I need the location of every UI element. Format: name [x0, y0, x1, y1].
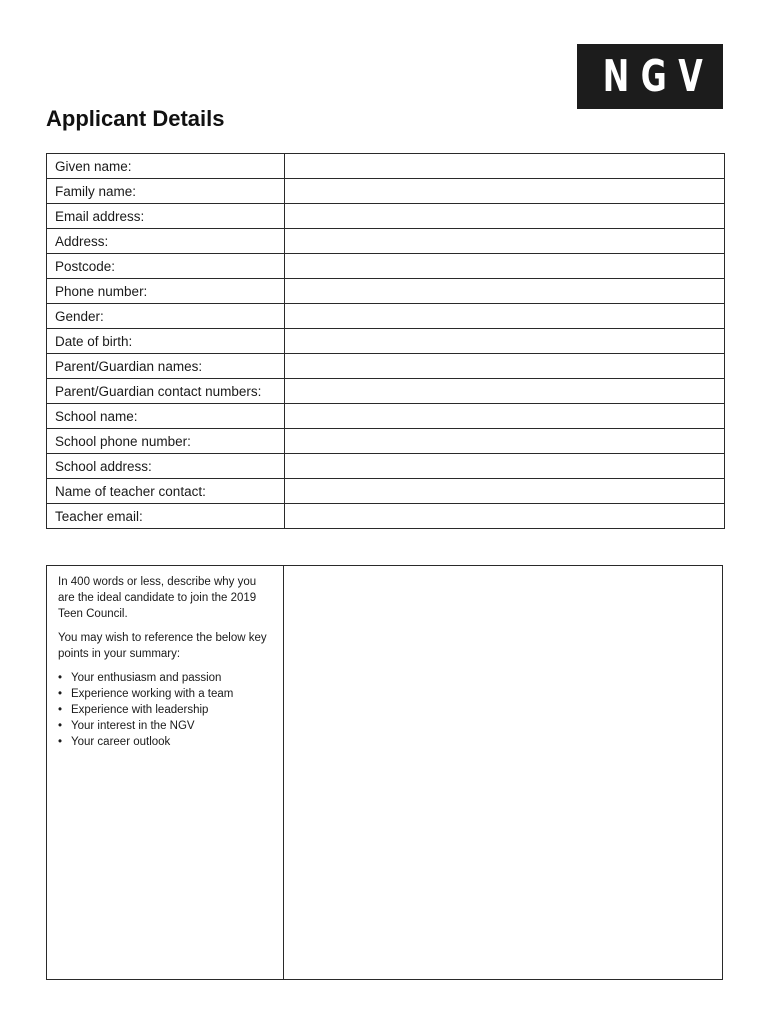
given-name-field[interactable]	[285, 154, 725, 179]
teacher-email-label: Teacher email:	[47, 504, 285, 529]
table-row	[47, 154, 725, 179]
table-row	[47, 379, 725, 404]
table-row	[47, 229, 725, 254]
gender-label: Gender:	[47, 304, 285, 329]
teacher-contact-name-field[interactable]	[285, 479, 725, 504]
essay-reference-note: You may wish to reference the below key points in your summary:	[58, 632, 267, 660]
phone-number-field[interactable]	[285, 279, 725, 304]
postcode-field[interactable]	[285, 254, 725, 279]
teacher-contact-name-label: Name of teacher contact:	[47, 479, 285, 504]
parent-guardian-contact-label: Parent/Guardian contact numbers:	[47, 379, 285, 404]
table-row	[47, 404, 725, 429]
logo-text: NGV	[602, 51, 714, 102]
table-row	[47, 479, 725, 504]
parent-guardian-names-label: Parent/Guardian names:	[47, 354, 285, 379]
essay-prompt-text: In 400 words or less, describe why you are the ideal candidate to join the 2019 Teen Council.	[58, 576, 257, 620]
table-row	[47, 329, 725, 354]
date-of-birth-field[interactable]	[285, 329, 725, 354]
address-field[interactable]	[285, 229, 725, 254]
essay-prompt	[47, 566, 284, 979]
school-phone-number-field[interactable]	[285, 429, 725, 454]
table-row	[47, 254, 725, 279]
applicant-details-table	[46, 153, 725, 529]
list-item: • Experience with leadership	[58, 702, 273, 718]
table-row	[47, 179, 725, 204]
list-item: • Your enthusiasm and passion	[58, 670, 273, 686]
parent-guardian-names-field[interactable]	[285, 354, 725, 379]
key-points-list	[58, 670, 273, 750]
table-row	[47, 354, 725, 379]
ngv-logo	[577, 44, 723, 109]
list-item: • Your career outlook	[58, 734, 273, 750]
date-of-birth-label: Date of birth:	[47, 329, 285, 354]
table-row	[47, 429, 725, 454]
family-name-label: Family name:	[47, 179, 285, 204]
school-phone-number-label: School phone number:	[47, 429, 285, 454]
school-name-field[interactable]	[285, 404, 725, 429]
table-row	[47, 279, 725, 304]
email-address-field[interactable]	[285, 204, 725, 229]
teacher-email-field[interactable]	[285, 504, 725, 529]
gender-field[interactable]	[285, 304, 725, 329]
given-name-label: Given name:	[47, 154, 285, 179]
table-row	[47, 304, 725, 329]
school-name-label: School name:	[47, 404, 285, 429]
address-label: Address:	[47, 229, 285, 254]
list-item: • Experience working with a team	[58, 686, 273, 702]
essay-answer-field[interactable]	[284, 566, 722, 979]
school-address-label: School address:	[47, 454, 285, 479]
postcode-label: Postcode:	[47, 254, 285, 279]
essay-section	[46, 565, 723, 980]
parent-guardian-contact-field[interactable]	[285, 379, 725, 404]
school-address-field[interactable]	[285, 454, 725, 479]
phone-number-label: Phone number:	[47, 279, 285, 304]
family-name-field[interactable]	[285, 179, 725, 204]
email-address-label: Email address:	[47, 204, 285, 229]
list-item: • Your interest in the NGV	[58, 718, 273, 734]
page-title: Applicant Details	[46, 106, 225, 131]
table-row	[47, 204, 725, 229]
table-row	[47, 504, 725, 529]
table-row	[47, 454, 725, 479]
